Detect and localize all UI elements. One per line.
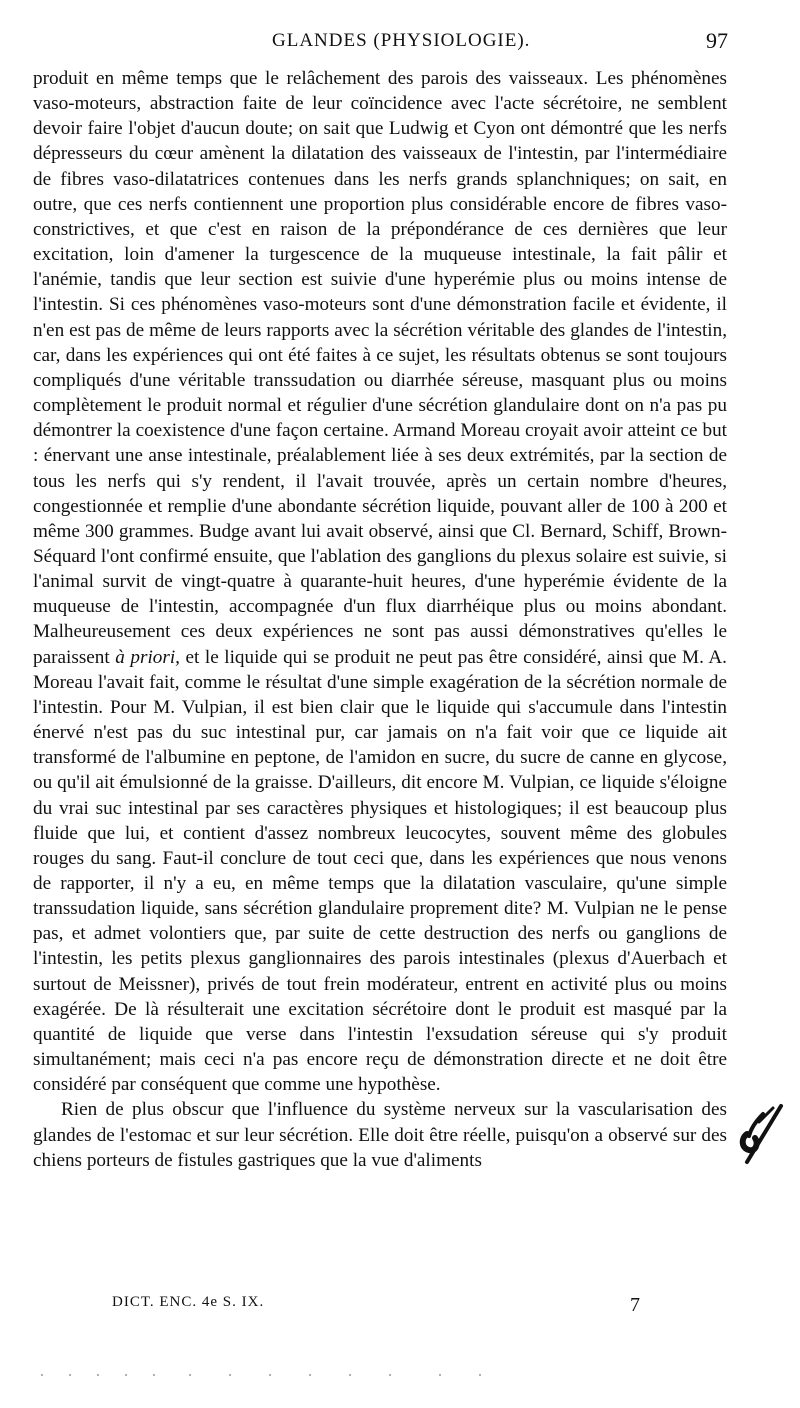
signature-number: 7 (630, 1294, 640, 1316)
page-number: 97 (706, 28, 728, 53)
bottom-show-through-dots (40, 1373, 500, 1377)
body-text (33, 66, 727, 1173)
paragraph-1-text: produit en même temps que le relâchement des parois des vaisseaux. Les phénomènes vaso-moteurs, abstraction faite de leur coïncidence avec l'acte sécrétoire, ne semblent devoir faire l'objet d'aucun doute; on sait que Ludwig et Cyon ont démontré que les nerfs dépresseurs du cœur amènent la dilatation des vaisseaux de l'intestin, par l'intermédiaire de fibres vaso-dilatatrices contenues dans les nerfs grands splanchniques; on sait, en outre, que ces nerfs contiennent une proportion plus considérable encore de fibres vaso-constrictives, et que c'est en raison de la prépondérance de ces dernières que leur excitation, loin d'amener la turgescence de la muqueuse intestinale, la fait pâlir et l'anémie, tandis que leur section est suivie d'une hyperémie plus ou moins intense de l'intestin. Si ces phénomènes vaso-moteurs sont d'une démonstration facile et évidente, il n'en est pas de même de leurs rapports avec la sécrétion véritable des glandes de l'intestin, car, dans les expériences qui ont été faites à ce sujet, les résultats obtenus se sont toujours compliqués d'une véritable transsudation ou diarrhée séreuse, masquant plus ou moins complètement le produit normal et régulier d'une sécrétion glandulaire dont on n'a pas pu démontrer la coexistence d'une façon certaine. Armand Moreau croyait avoir atteint ce but : énervant une anse intestinale, préalablement liée à ses deux extrémités, par la section de tous les nerfs qui s'y rendent, il l'avait trouvée, après un certain nombre d'heures, congestionnée et remplie d'une abondante sécrétion liquide, pouvant aller de 100 à 200 et même 300 grammes. Budge avant lui avait observé, ainsi que Cl. Bernard, Schiff, Brown-Séquard l'ont confirmé ensuite, que l'ablation des ganglions du plexus solaire est suivie, si l'animal survit de vingt-quatre à quarante-huit heures, d'une hyperémie évidente de la muqueuse de l'intestin, accompagnée d'un flux diarrhéique plus ou moins abondant. Malheureusement ces deux expériences ne sont pas aussi démonstratives qu'elles le paraissent (33, 68, 727, 668)
paragraph-2: Rien de plus obscur que l'influence du système nerveux sur la vascularisation des glandes de l'estomac et sur leur sécrétion. Elle doit être réelle, puisqu'on a observé sur des chiens porteurs de fistules gastriques que la vue d'aliments (33, 1099, 727, 1171)
paragraph-1-emphasis: à priori, (115, 646, 180, 668)
paragraph-1 (33, 66, 727, 1097)
handwritten-slash-mark-icon (733, 1100, 793, 1170)
signature-footer: DICT. ENC. 4e S. IX. (112, 1294, 265, 1310)
paragraph-1-continuation: et le liquide qui se produit ne peut pas être considéré, ainsi que M. A. Moreau l'avait fait, comme le résultat d'une simple exagération de la sécrétion normale de l'intestin. Pour M. Vulpian, il est bien clair que le liquide qui s'accumule dans l'intestin énervé n'est pas du suc intestinal pur, car jamais on n'a fait voir que ce liquide ait transformé de l'albumine en peptone, de l'amidon en sucre, du sucre de canne en glycose, ou qu'il ait émulsionné de la graisse. D'ailleurs, dit encore M. Vulpian, ce liquide s'éloigne du vrai suc intestinal par ses caractères physiques et histologiques; il est beaucoup plus fluide que lui, et contient d'assez nombreux leucocytes, souvent même des globules rouges du sang. Faut-il conclure de tout ceci que, dans les expériences que nous venons de rapporter, il n'y a eu, en même temps que la dilatation vasculaire, qu'une simple transsudation liquide, sans sécrétion glandulaire proprement dite? M. Vulpian ne le pense pas, et admet volontiers que, par suite de cette destruction des nerfs ou ganglions de l'intestin, les petits plexus ganglionnaires des parois intestinales (plexus d'Auerbach et surtout de Meissner), privés de tout frein modérateur, entrent en activité plus ou moins exagérée. De là résulterait une excitation sécrétoire dont le produit est masqué par la quantité de liquide que verse dans l'intestin l'exsudation séreuse qui s'y produit simultanément; mais ceci n'a pas encore reçu de démonstration directe et ne doit être considéré par conséquent que comme une hypothèse. (33, 646, 727, 1096)
running-title: GLANDES (PHYSIOLOGIE). (272, 30, 531, 51)
